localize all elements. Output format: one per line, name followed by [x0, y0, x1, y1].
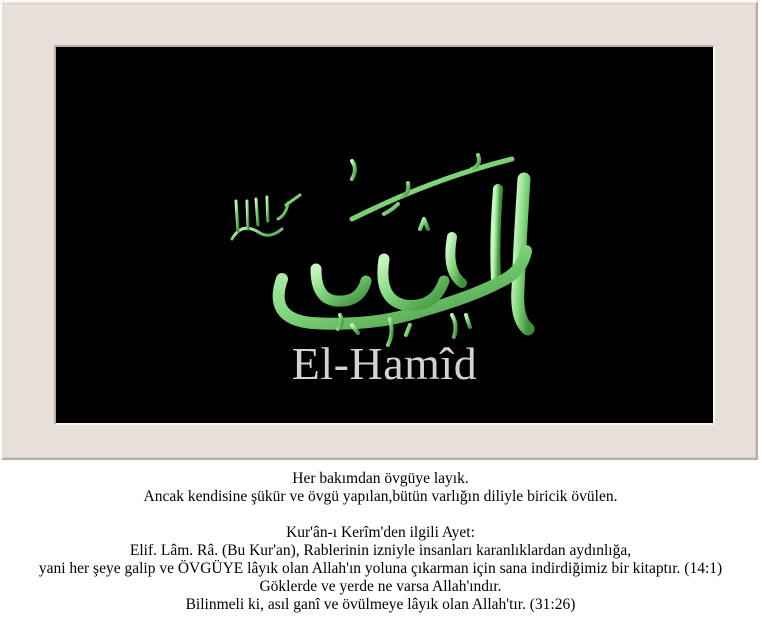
name-caption: El-Hamîd: [291, 338, 478, 389]
calligraphy-artwork: [224, 119, 544, 369]
ayet-line-2: yani her şeye galip ve ÖVGÜYE lâyık olan Allah'ın yoluna çıkarman için sana indirdiğimiz bir kitaptır. (14:1): [38, 560, 723, 577]
ayet-line-4: Bilinmeli ki, asıl ganî ve övülmeye lâyık olan Allah'tır. (31:26): [185, 596, 576, 613]
picture-frame: [1, 1, 758, 460]
calligraphy-panel: [56, 47, 713, 423]
ayet-line-3: Göklerde ve yerde ne varsa Allah'ındır.: [259, 578, 502, 595]
description-text: [0, 470, 761, 614]
jalla-jalaluhu-mark: [232, 195, 300, 239]
description-line-1: Her bakımdan övgüye layık.: [292, 470, 469, 487]
description-line-2: Ancak kendisine şükür ve övgü yapılan,bütün varlığın diliyle biricik övülen.: [143, 488, 618, 505]
spacer: [0, 506, 761, 524]
ayet-heading: Kur'ân-ı Kerîm'den ilgili Ayet:: [286, 524, 475, 541]
mat-opening: [54, 45, 715, 425]
ayet-line-1: Elif. Lâm. Râ. (Bu Kur'an), Rablerinin izniyle insanları karanlıklardan aydınlığa,: [129, 542, 632, 559]
